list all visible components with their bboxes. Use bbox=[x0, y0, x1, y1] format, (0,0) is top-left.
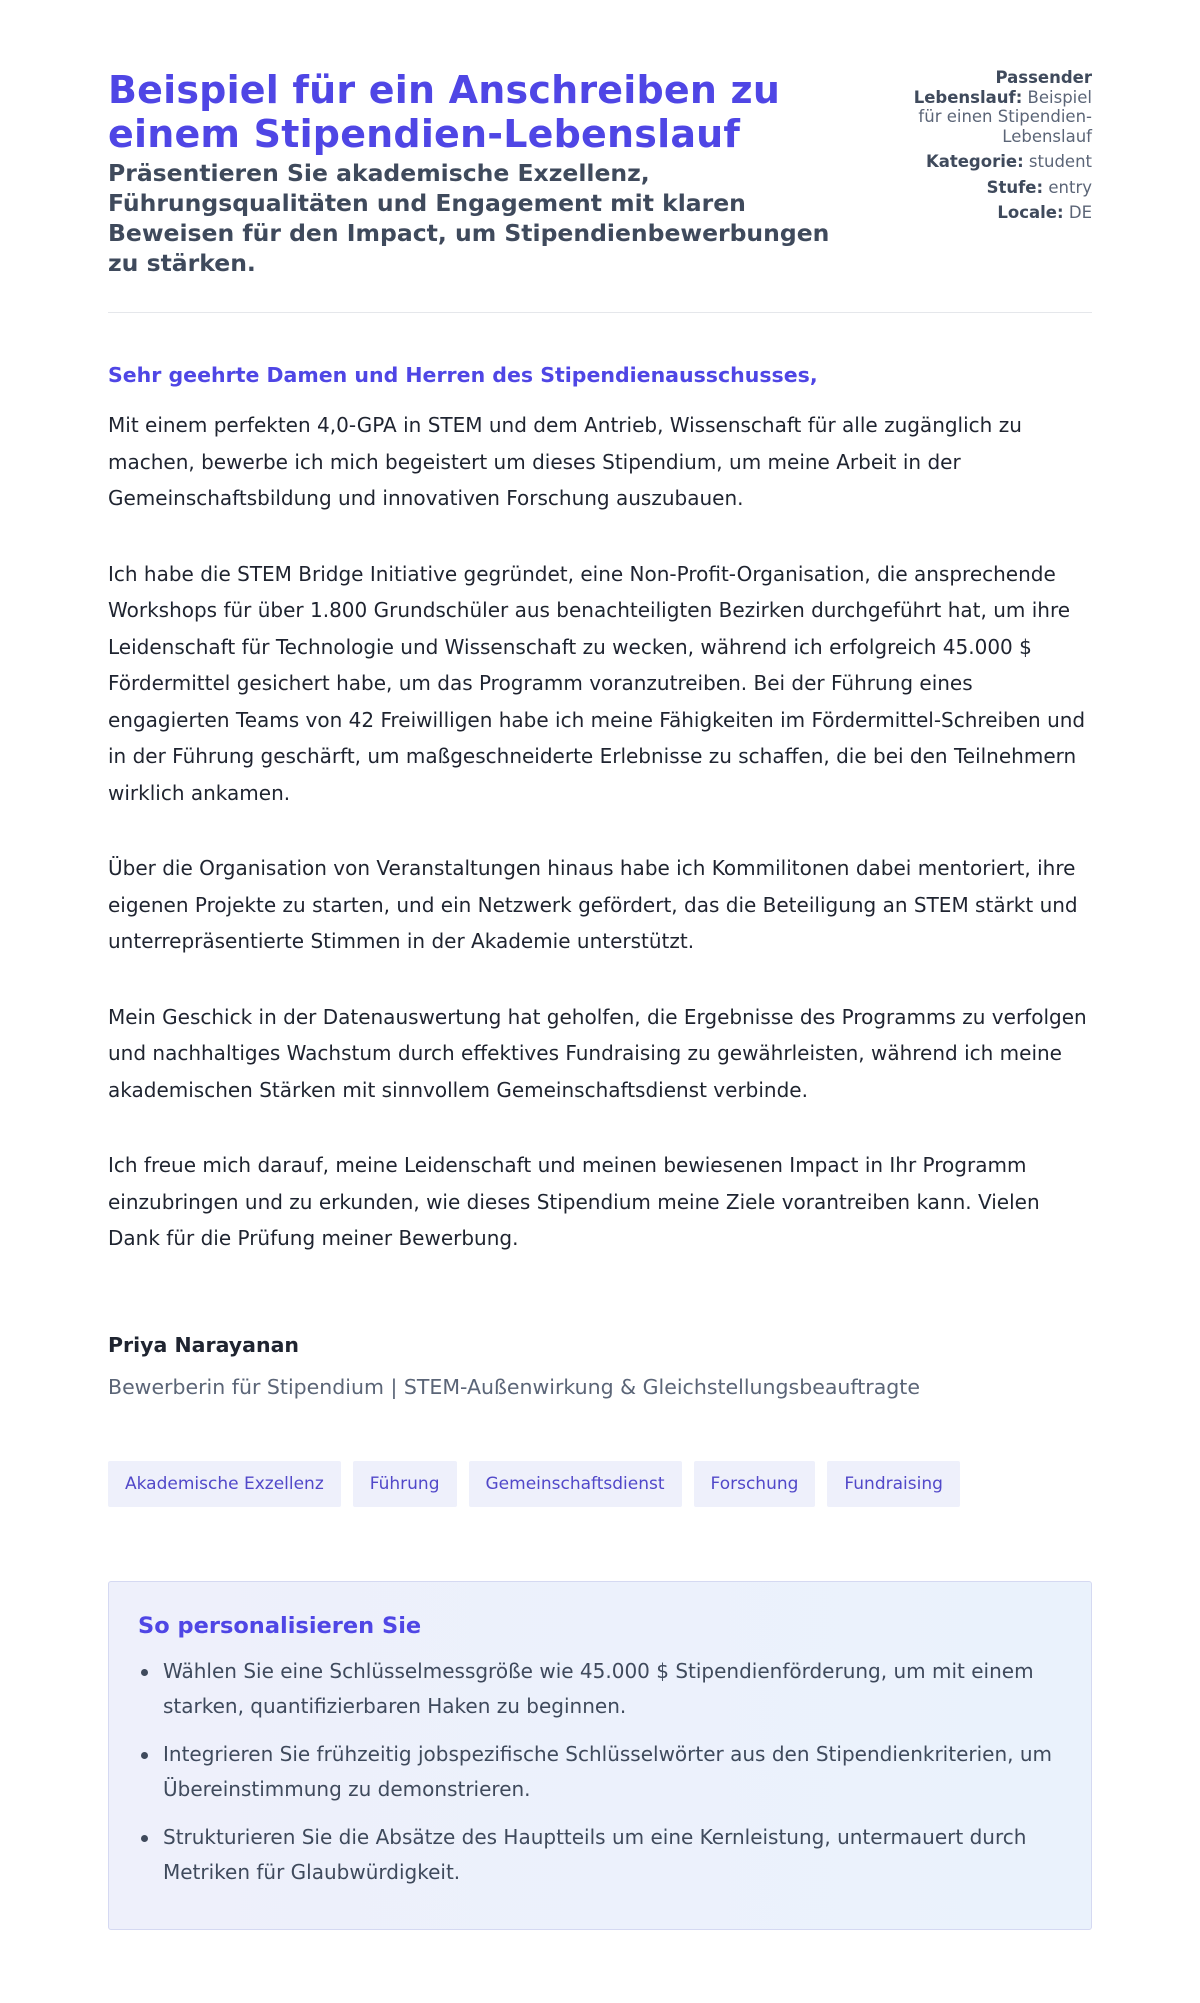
personalization-tips-box bbox=[108, 1581, 1092, 1930]
signature-name: Priya Narayanan bbox=[108, 1332, 300, 1357]
letter-paragraph: Über die Organisation von Veranstaltungen hinaus habe ich Kommilitonen dabei mentoriert, ihre eigenen Projekte zu starten, und ein Netzwerk gefördert, das die Beteiligung an STEM stärkt und unterrepräsentierte Stimmen in der Akademie unterstützt. bbox=[108, 856, 1078, 953]
page-title: Beispiel für ein Anschreiben zu einem Stipendien-Lebenslauf bbox=[108, 68, 781, 156]
letter-body bbox=[108, 313, 1092, 1401]
meta-category-value: student bbox=[1028, 152, 1092, 171]
tips-title: So personalisieren Sie bbox=[138, 1612, 422, 1639]
meta-level-label: Stufe: bbox=[986, 177, 1044, 197]
meta-category-label: Kategorie: bbox=[925, 152, 1024, 171]
signature bbox=[108, 1331, 1092, 1401]
salutation: Sehr geehrte Damen und Herren des Stipendienausschusses, bbox=[108, 363, 818, 387]
tip-item: Strukturieren Sie die Absätze des Hauptteils um eine Kernleistung, untermauert durch Metriken für Glaubwürdigkeit. bbox=[138, 1820, 1063, 1890]
tag: Führung bbox=[353, 1461, 457, 1507]
tip-item: Integrieren Sie frühzeitig jobspezifische Schlüsselwörter aus den Stipendienkriterien, um Übereinstimmung zu demonstrieren. bbox=[138, 1737, 1063, 1807]
tag: Akademische Exzellenz bbox=[108, 1461, 341, 1507]
meta-panel bbox=[892, 68, 1092, 229]
tag: Fundraising bbox=[827, 1461, 959, 1507]
tip-item: Wählen Sie eine Schlüsselmessgröße wie 45.000 $ Stipendienförderung, um mit einem starken, quantifizierbaren Haken zu beginnen. bbox=[138, 1654, 1063, 1724]
tips-list bbox=[138, 1654, 1063, 1890]
tag-list bbox=[108, 1461, 1092, 1507]
page-subtitle: Präsentieren Sie akademische Exzellenz, Führungsqualitäten und Engagement mit klaren Beweisen für den Impact, um Stipendienbewerbungen zu stärken. bbox=[108, 159, 830, 277]
meta-locale-label: Locale: bbox=[997, 203, 1064, 222]
letter-paragraph: Mit einem perfekten 4,0-GPA in STEM und dem Antrieb, Wissenschaft für alle zugänglich zu machen, bewerbe ich mich begeistert um dieses Stipendium, um meine Arbeit in der Gemeinschaftsbildung und innovativen Forschung auszubauen. bbox=[108, 413, 1022, 510]
letter-paragraph: Mein Geschick in der Datenauswertung hat geholfen, die Ergebnisse des Programms zu verfolgen und nachhaltiges Wachstum durch effektives Fundraising zu gewährleisten, während ich meine akademischen Stärken mit sinnvollem Gemeinschaftsdienst verbinde. bbox=[108, 1004, 1087, 1102]
meta-level bbox=[892, 178, 1092, 198]
meta-locale-value: DE bbox=[1068, 203, 1092, 222]
meta-locale bbox=[892, 203, 1092, 223]
letter-paragraph: Ich habe die STEM Bridge Initiative gegründet, eine Non-Profit-Organisation, die ansprechende Workshops für über 1.800 Grundschüler aus benachteiligten Bezirken durchgeführt hat, um ihre Leidenschaft für Technologie und Wissenschaft zu wecken, während ich erfolgreich 45.000 $ Fördermittel gesichert habe, um das Programm voranzutreiben. Bei der Führung eines engagierten Teams von 42 Freiwilligen habe ich meine Fähigkeiten im Fördermittel-Schreiben und in der Führung geschärft, um maßgeschneiderte Erlebnisse zu schaffen, die bei den Teilnehmern wirklich ankamen. bbox=[108, 561, 1086, 805]
meta-level-value: entry bbox=[1048, 177, 1092, 197]
meta-category bbox=[892, 152, 1092, 172]
signature-role: Bewerberin für Stipendium | STEM-Außenwirkung & Gleichstellungsbeauftragte bbox=[108, 1374, 920, 1399]
tag: Gemeinschaftsdienst bbox=[469, 1461, 682, 1507]
page-header bbox=[108, 68, 1092, 313]
meta-resume-label: Passender Lebenslauf: bbox=[913, 68, 1092, 107]
meta-resume-value: Beispiel für einen Stipendien-Lebenslauf bbox=[918, 87, 1092, 146]
tag: Forschung bbox=[694, 1461, 816, 1507]
letter-paragraph: Ich freue mich darauf, meine Leidenschaft und meinen bewiesenen Impact in Ihr Programm einzubringen und zu erkunden, wie dieses Stipendium meine Ziele vorantreiben kann. Vielen Dank für die Prüfung meiner Bewerbung. bbox=[108, 1153, 1040, 1250]
title-block bbox=[108, 68, 838, 278]
meta-resume bbox=[892, 68, 1092, 146]
